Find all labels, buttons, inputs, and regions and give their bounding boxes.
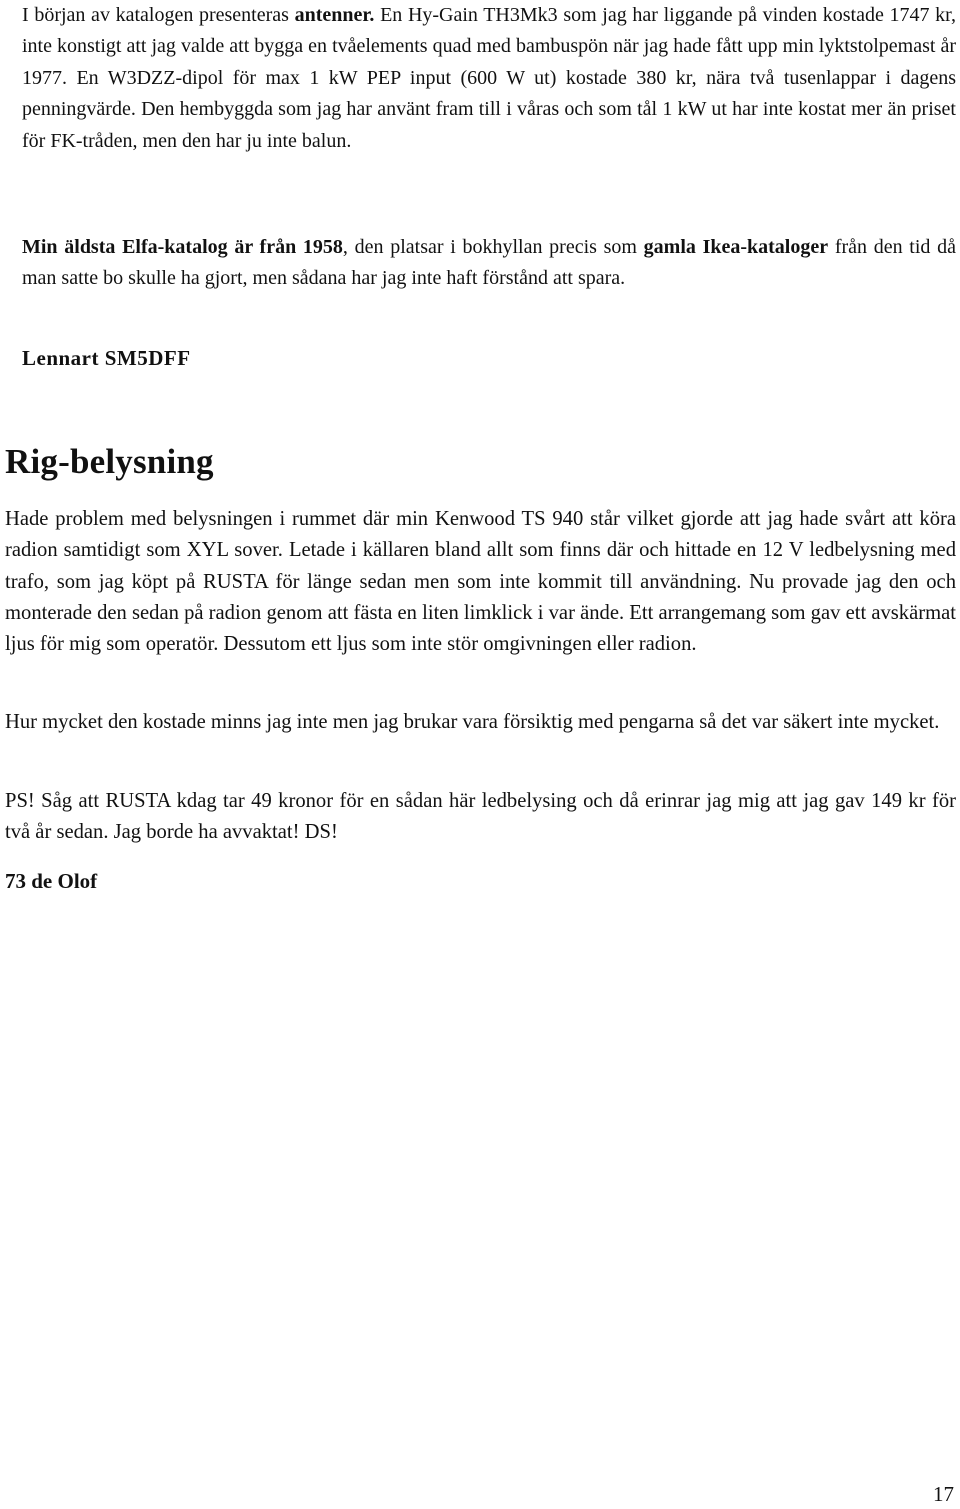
article-heading: Rig-belysning	[5, 442, 214, 481]
bold-text-ikea: gamla Ikea-kataloger	[643, 236, 829, 258]
text-run: I början av katalogen presenteras	[22, 4, 295, 26]
author-signature-lennart: Lennart SM5DFF	[22, 346, 191, 370]
rig-lighting-paragraph: Hade problem med belysningen i rummet där min Kenwood TS 940 står vilket gjorde att jag hade svårt att köra radion samtidigt som XYL sover. Letade i källaren bland allt som finns där och hittade en 12 V ledbelysning med trafo, som jag köpt på RUSTA för länge sedan men som inte kommit till användning. Nu provade jag den och monterade den sedan på radion genom att fästa en liten limklick i var ände. Ett arrangemang som gav ett avskärmat ljus för mig som operatör. Dessutom ett ljus som inte stör omgivningen eller radion.	[5, 508, 956, 656]
author-signature-olof: 73 de Olof	[5, 869, 98, 893]
antenna-catalog-paragraph	[22, 0, 956, 157]
text-run: En Hy-Gain TH3Mk3 som jag har liggande på vinden kostade 1747 kr, inte konstigt att jag valde att bygga en tvåelements quad med bambuspön när jag hade fått upp min lyktstolpemast år 1977. En W3DZZ-dipol för max 1 kW PEP input (600 W ut) kostade 380 kr, nära två tusenlappar i dagens penningvärde. Den hembyggda som jag har använt fram till i våras och som tål 1 kW ut har inte kostat mer än priset för FK-tråden, men den har ju inte balun.	[22, 4, 956, 152]
page-number: 17	[933, 1482, 954, 1506]
cost-paragraph: Hur mycket den kostade minns jag inte men jag brukar vara försiktig med pengarna så det var säkert inte mycket.	[5, 711, 940, 733]
bold-text-antenner: antenner.	[294, 4, 375, 26]
text-run: från den tid då man satte bo skulle ha gjort, men sådana har jag inte haft förstånd att spara.	[22, 236, 956, 290]
elfa-catalog-paragraph	[22, 232, 956, 295]
bold-text-elfa-1958: Min äldsta Elfa-katalog är från 1958	[22, 236, 343, 258]
postscript-paragraph: PS! Såg att RUSTA kdag tar 49 kronor för en sådan här ledbelysing och då erinrar jag mig att jag gav 149 kr för två år sedan. Jag borde ha avvaktat! DS!	[5, 790, 956, 844]
text-run: , den platsar i bokhyllan precis som	[342, 236, 644, 258]
